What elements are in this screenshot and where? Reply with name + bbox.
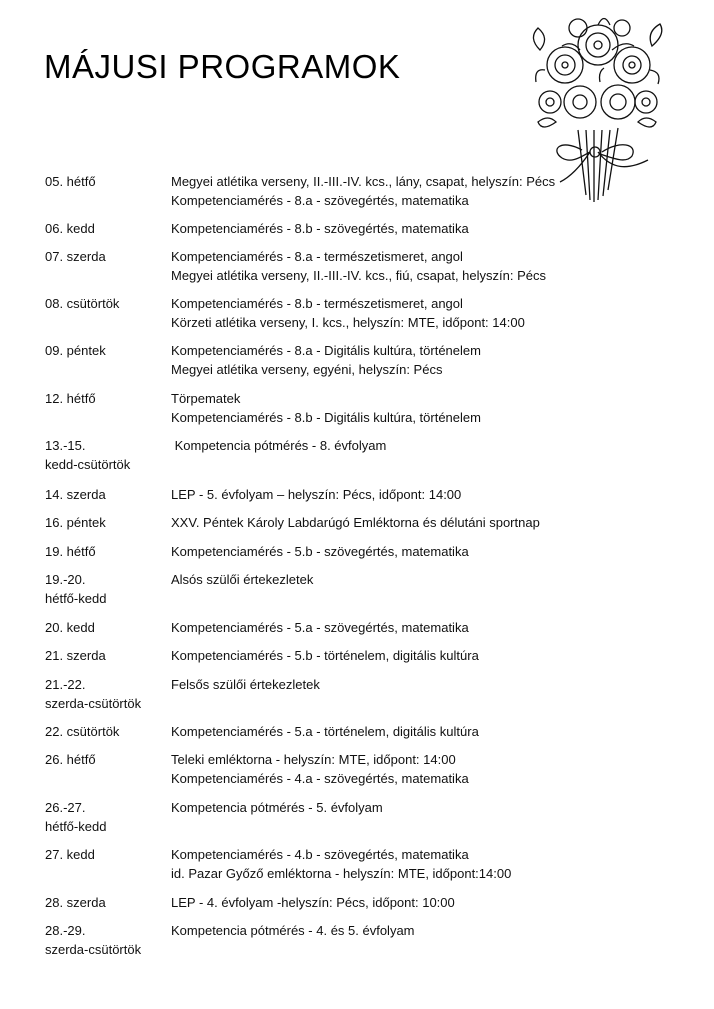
schedule-date: 05. hétfő [45,174,96,189]
event-item: Kompetenciamérés - 8.a - Digitális kultúra, történelem [171,343,481,358]
schedule-date: 28. szerda [45,895,106,910]
schedule-date: 20. kedd [45,620,95,635]
schedule-events [171,921,701,940]
schedule-events [171,341,701,379]
schedule-events [171,893,701,912]
schedule-events [171,798,701,817]
schedule-events [171,542,701,561]
schedule-date: 08. csütörtök [45,296,120,311]
event-item: Kompetenciamérés - 5.a - szövegértés, matematika [171,620,469,635]
event-item: Kompetenciamérés - 8.a - természetismeret, angol [171,249,463,264]
event-item: Kompetenciamérés - 8.a - szövegértés, matematika [171,193,469,208]
event-item: Megyei atlétika verseny, II.-III.-IV. kcs., lány, csapat, helyszín: Pécs [171,174,556,189]
schedule-date: 06. kedd [45,221,95,236]
schedule-date: 19.-20. hétfő-kedd [45,572,107,606]
event-item: Kompetenciamérés - 5.a - történelem, digitális kultúra [171,724,479,739]
event-item: Megyei atlétika verseny, II.-III.-IV. kcs., fiú, csapat, helyszín: Pécs [171,268,546,283]
event-item: Kompetencia pótmérés - 5. évfolyam [171,800,383,815]
schedule-date: 09. péntek [45,343,106,358]
event-item: LEP - 4. évfolyam -helyszín: Pécs, időpont: 10:00 [171,895,455,910]
schedule-events [171,675,701,694]
event-item: Törpematek [171,391,241,406]
schedule-date: 28.-29. szerda-csütörtök [45,923,142,957]
schedule-events [171,513,701,532]
page-title: MÁJUSI PROGRAMOK [44,48,401,85]
event-item: Kompetencia pótmérés - 4. és 5. évfolyam [171,923,415,938]
event-item: Felsős szülői értekezletek [171,677,320,692]
schedule-events [171,845,701,883]
schedule-date: 13.-15. kedd-csütörtök [45,438,131,472]
schedule-events [171,219,701,238]
event-item: Teleki emléktorna - helyszín: MTE, időpont: 14:00 [171,752,456,767]
schedule-events [171,646,701,665]
schedule-date: 14. szerda [45,487,106,502]
event-item: Kompetenciamérés - 8.b - természetismeret, angol [171,296,463,311]
schedule-events [171,172,701,210]
schedule-events [171,436,701,455]
event-item: Kompetenciamérés - 5.b - szövegértés, matematika [171,544,469,559]
event-item: Kompetencia pótmérés - 8. évfolyam [171,438,387,453]
event-item: Körzeti atlétika verseny, I. kcs., helyszín: MTE, időpont: 14:00 [171,315,525,330]
schedule-events [171,750,701,788]
schedule-events [171,722,701,741]
event-item: XXV. Péntek Károly Labdarúgó Emléktorna és délutáni sportnap [171,515,540,530]
schedule-events [171,247,701,285]
schedule-events [171,570,701,589]
schedule-events [171,618,701,637]
event-item: LEP - 5. évfolyam – helyszín: Pécs, időpont: 14:00 [171,487,462,502]
schedule-date: 16. péntek [45,515,106,530]
schedule-date: 26. hétfő [45,752,96,767]
schedule-date: 21. szerda [45,648,106,663]
event-item: Alsós szülői értekezletek [171,572,314,587]
schedule-date: 27. kedd [45,847,95,862]
event-item: Kompetenciamérés - 8.b - Digitális kultúra, történelem [171,410,481,425]
schedule-date: 19. hétfő [45,544,96,559]
schedule-date: 26.-27. hétfő-kedd [45,800,107,834]
event-item: Kompetenciamérés - 8.b - szövegértés, matematika [171,221,469,236]
event-item: Kompetenciamérés - 4.a - szövegértés, matematika [171,771,469,786]
event-item: Kompetenciamérés - 4.b - szövegértés, matematika [171,847,469,862]
schedule-date: 07. szerda [45,249,106,264]
event-item: Kompetenciamérés - 5.b - történelem, digitális kultúra [171,648,479,663]
schedule-events [171,294,701,332]
schedule-date: 21.-22. szerda-csütörtök [45,677,142,711]
schedule-events [171,389,701,427]
event-item: id. Pazar Győző emléktorna - helyszín: MTE, időpont:14:00 [171,866,512,881]
schedule-events [171,485,701,504]
event-item: Megyei atlétika verseny, egyéni, helyszín: Pécs [171,362,443,377]
schedule-date: 22. csütörtök [45,724,120,739]
schedule-date: 12. hétfő [45,391,96,406]
